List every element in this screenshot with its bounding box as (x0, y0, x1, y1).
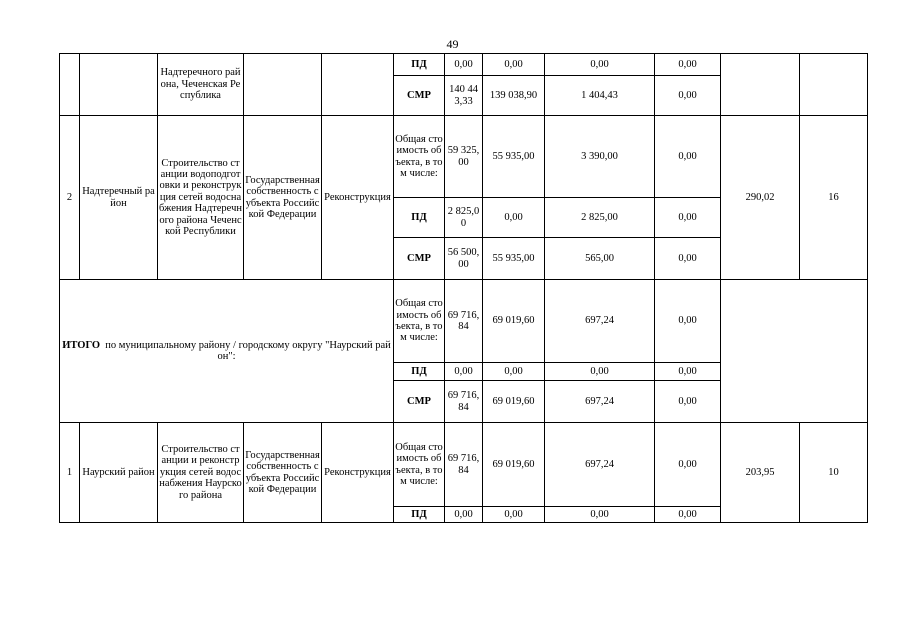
cell-value: 0,00 (655, 423, 721, 507)
cell-value: 0,00 (545, 54, 655, 76)
cell-district (80, 54, 158, 116)
cell-cost-type: СМР (394, 381, 445, 423)
cell-value: 0,00 (545, 363, 655, 381)
cell-cost-type: Общая стоимость объекта, в том числе: (394, 423, 445, 507)
objects-table (59, 53, 868, 523)
cell-value: 55 935,00 (483, 116, 545, 198)
cell-value: 0,00 (655, 54, 721, 76)
cell-value: 697,24 (545, 381, 655, 423)
cell-work-type: Реконструкция (322, 423, 394, 523)
cell-value: 0,00 (655, 76, 721, 116)
cell-value: 69 716,84 (445, 381, 483, 423)
cell-value: 697,24 (545, 423, 655, 507)
cell-count: 10 (800, 423, 868, 523)
cell-value: 0,00 (445, 54, 483, 76)
table-row (60, 54, 868, 76)
cell-value: 0,00 (655, 198, 721, 238)
cell-value: 69 019,60 (483, 381, 545, 423)
table-row (60, 423, 868, 507)
cell-value: 139 038,90 (483, 76, 545, 116)
cell-district: Наурский район (80, 423, 158, 523)
cell-count (800, 54, 868, 116)
cell-value: 565,00 (545, 238, 655, 280)
cell-value: 0,00 (655, 238, 721, 280)
cell-value: 69 716,84 (445, 423, 483, 507)
cell-value: 0,00 (445, 363, 483, 381)
cell-ownership: Государственная собственность субъекта Российской Федерации (244, 423, 322, 523)
cell-count: 16 (800, 116, 868, 280)
cell-value: 1 404,43 (545, 76, 655, 116)
cell-ownership: Государственная собственность субъекта Российской Федерации (244, 116, 322, 280)
cell-num: 2 (60, 116, 80, 280)
cell-num (60, 54, 80, 116)
cell-object: Строительство станции водоподготовки и реконструкция сетей водоснабжения Надтеречного района Чеченской Республики (158, 116, 244, 280)
cell-object: Строительство станции и реконструкция сетей водоснабжения Наурского района (158, 423, 244, 523)
cell-cost-type: ПД (394, 363, 445, 381)
cell-value: 59 325,00 (445, 116, 483, 198)
table-row (60, 280, 868, 363)
cell-work-type (322, 54, 394, 116)
cell-cost-type: Общая стоимость объекта, в том числе: (394, 280, 445, 363)
cell-cost-type: СМР (394, 238, 445, 280)
cell-value: 2 825,00 (445, 198, 483, 238)
cell-capacity: 203,95 (721, 423, 800, 523)
cell-value: 0,00 (655, 280, 721, 363)
cell-value: 0,00 (655, 363, 721, 381)
cell-value: 0,00 (655, 116, 721, 198)
cell-work-type: Реконструкция (322, 116, 394, 280)
cell-value: 0,00 (483, 54, 545, 76)
cell-cost-type: ПД (394, 54, 445, 76)
cell-district: Надтеречный район (80, 116, 158, 280)
cell-num: 1 (60, 423, 80, 523)
cell-value: 697,24 (545, 280, 655, 363)
cell-value: 69 019,60 (483, 280, 545, 363)
cell-value: 0,00 (445, 507, 483, 523)
cell-cost-type: ПД (394, 507, 445, 523)
cell-value: 0,00 (655, 507, 721, 523)
cell-value: 0,00 (545, 507, 655, 523)
cell-cost-type: СМР (394, 76, 445, 116)
cell-value: 55 935,00 (483, 238, 545, 280)
cell-capacity (721, 54, 800, 116)
cell-value: 0,00 (483, 507, 545, 523)
cell-value: 0,00 (655, 381, 721, 423)
cell-object: Надтеречного района, Чеченская Республика (158, 54, 244, 116)
cell-value: 69 019,60 (483, 423, 545, 507)
cell-value: 56 500,00 (445, 238, 483, 280)
table-row (60, 116, 868, 198)
cell-itogo-label (60, 280, 394, 423)
cell-ownership (244, 54, 322, 116)
page-number: 49 (446, 37, 459, 51)
cell-value: 3 390,00 (545, 116, 655, 198)
cell-cost-type: ПД (394, 198, 445, 238)
cell-value: 69 716,84 (445, 280, 483, 363)
cell-value: 2 825,00 (545, 198, 655, 238)
cell-value: 140 443,33 (445, 76, 483, 116)
cell-capacity: 290,02 (721, 116, 800, 280)
cell-value: 0,00 (483, 363, 545, 381)
cell-cost-type: Общая стоимость объекта, в том числе: (394, 116, 445, 198)
cell-empty (721, 280, 868, 423)
itogo-bold-label: ИТОГО (62, 339, 101, 351)
itogo-label: по муниципальному району / городскому округу "Наурский район": (105, 339, 391, 362)
cell-value: 0,00 (483, 198, 545, 238)
